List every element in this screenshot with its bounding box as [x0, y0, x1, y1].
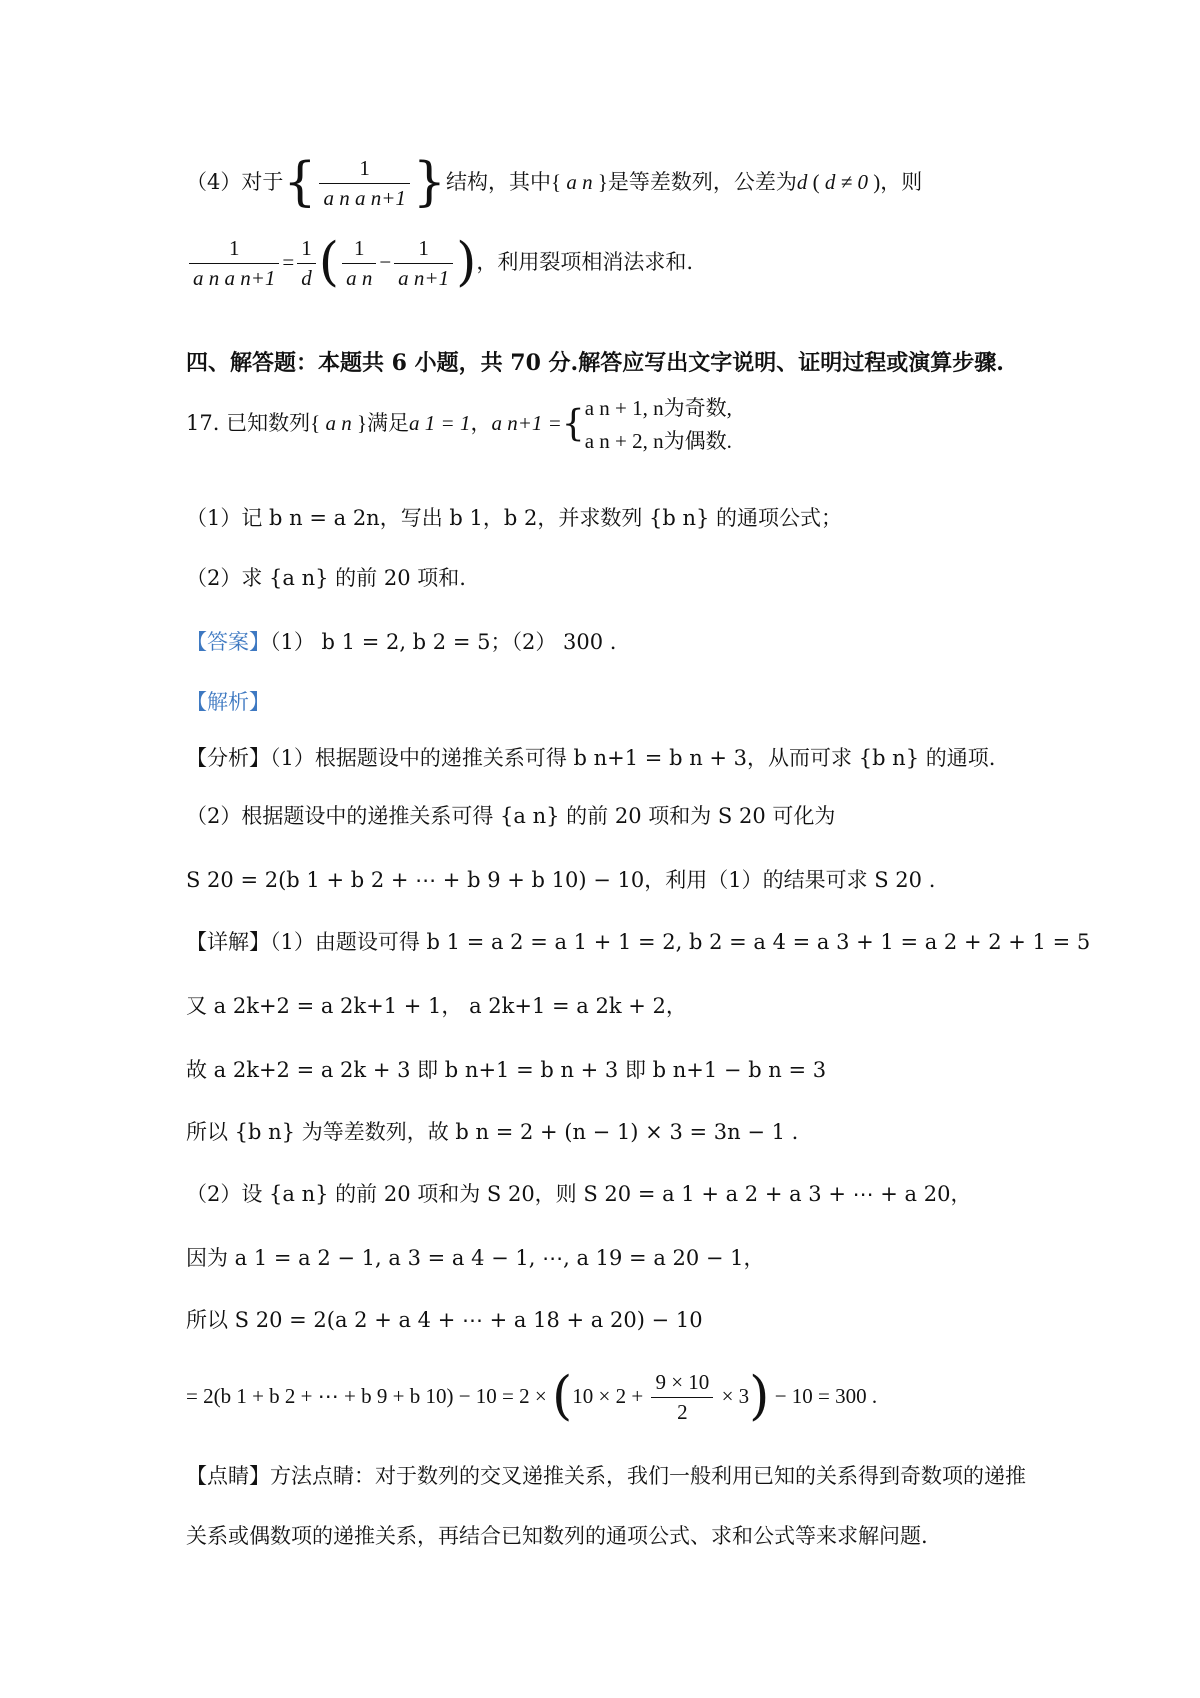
note4-line2: $\frac{1}{\text{a n a n+1}}$ = $\frac{1}{d}$ ( $\frac{1}{\text{a n}}$ − $\frac{1}{\text{a n+1}}$ )，利用裂项相消法求和.: [186, 238, 693, 289]
detail-line8: = 2(b 1 + b 2 + ⋯ + b 9 + b 10) − 10 = 2 × (10 × 2 + $\frac{9 \times 10}{2}$ × 3) − 10 = 300 .: [186, 1366, 878, 1427]
remark-line1: 【点睛】方法点睛：对于数列的交叉递推关系，我们一般利用已知的关系得到奇数项的递推: [186, 1464, 1026, 1488]
answer-tag: 【答案】: [186, 630, 270, 654]
fraction: $\frac{1}{d}$: [297, 238, 316, 289]
fraction: $\frac{1}{\text{a n a n+1}}$: [189, 238, 279, 289]
problem17-part1: （1）记 b n = a 2n，写出 b 1，b 2，并求数列 {b n} 的通项公式；: [186, 506, 843, 530]
detail-line6: 因为 a 1 = a 2 − 1, a 3 = a 4 − 1, ⋯, a 19 = a 20 − 1，: [186, 1246, 765, 1270]
analysis-line1: 【分析】（1）根据题设中的递推关系可得 b n+1 = b n + 3，从而可求 {b n} 的通项.: [186, 746, 996, 770]
detail-line1: 【详解】（1）由题设可得 b 1 = a 2 = a 1 + 1 = 2, b 2 = a 4 = a 3 + 1 = a 2 + 2 + 1 = 5: [186, 930, 1091, 954]
remark-line2: 关系或偶数项的递推关系，再结合已知数列的通项公式、求和公式等来求解问题.: [186, 1524, 928, 1548]
fenxi-tag: 【分析】: [186, 746, 270, 770]
detail-line2: 又 a 2k+2 = a 2k+1 + 1， a 2k+1 = a 2k + 2，: [186, 994, 687, 1018]
problem17-stem: 17. 已知数列{ a n }满足a 1 = 1，a n+1 ={ a n + 1, n为奇数, a n + 2, n为偶数.: [186, 392, 732, 457]
problem17-part2: （2）求 {a n} 的前 20 项和.: [186, 566, 466, 590]
fraction: $\frac{1}{\text{a n+1}}$: [394, 238, 453, 289]
section-heading: 四、解答题：本题共 6 小题，共 70 分.解答应写出文字说明、证明过程或演算步骤.: [186, 350, 1004, 376]
note4-line1: （4）对于{ $\frac{1}{\text{a n a n+1}}$ }结构，其中{ a n }是等差数列，公差为d ( d ≠ 0 )，则: [186, 152, 923, 213]
xiangjie-tag: 【详解】: [186, 930, 270, 954]
answer-line: 【答案】（1） b 1 = 2, b 2 = 5；（2） 300 .: [186, 630, 617, 654]
analysis-line2: （2）根据题设中的递推关系可得 {a n} 的前 20 项和为 S 20 可化为: [186, 804, 836, 828]
detail-line4: 所以 {b n} 为等差数列，故 b n = 2 + (n − 1) × 3 = 3n − 1 .: [186, 1120, 799, 1144]
fraction: $\frac{1}{\text{a n}}$: [342, 238, 376, 289]
problem-number: 17.: [186, 411, 220, 436]
condition: d ≠ 0: [824, 170, 868, 194]
piecewise-cases: a n + 1, n为奇数, a n + 2, n为偶数.: [584, 396, 732, 453]
note4-prefix: （4）对于: [186, 170, 284, 194]
set-an: a n: [566, 170, 593, 194]
var-d: d: [796, 170, 808, 194]
detail-line3: 故 a 2k+2 = a 2k + 3 即 b n+1 = b n + 3 即 b n+1 − b n = 3: [186, 1058, 827, 1082]
detail-line5: （2）设 {a n} 的前 20 项和为 S 20，则 S 20 = a 1 + a 2 + a 3 + ⋯ + a 20，: [186, 1182, 972, 1206]
analysis-tag: 【解析】: [186, 690, 270, 714]
dianjing-tag: 【点睛】: [186, 1464, 270, 1488]
fraction: $\frac{9 \times 10}{2}$: [651, 1372, 713, 1423]
analysis-line3: S 20 = 2(b 1 + b 2 + ⋯ + b 9 + b 10) − 10，利用（1）的结果可求 S 20 .: [186, 868, 936, 892]
fraction: $\frac{1}{\text{a n a n+1}}$: [319, 158, 409, 209]
detail-line7: 所以 S 20 = 2(a 2 + a 4 + ⋯ + a 18 + a 20) − 10: [186, 1308, 703, 1332]
